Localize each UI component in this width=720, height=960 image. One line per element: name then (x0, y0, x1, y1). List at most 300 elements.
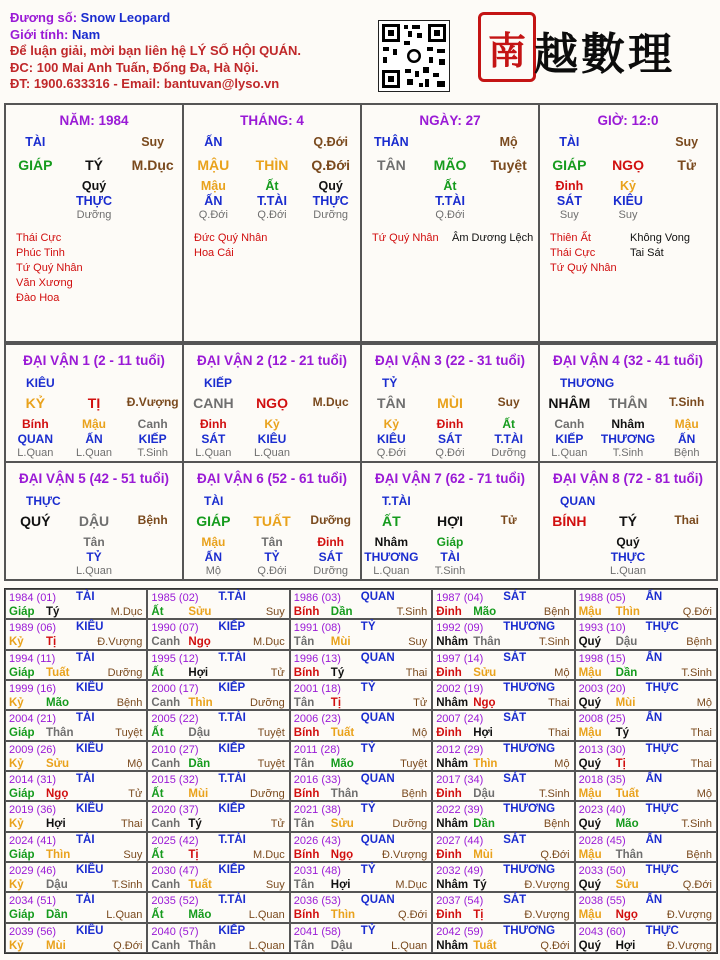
annual-cell (432, 589, 574, 619)
annual-phase: Bệnh (686, 848, 712, 861)
annual-year: 1998 (15) (578, 652, 626, 665)
annual-branch: Ngọ (188, 636, 211, 649)
annual-stem: Mậu (578, 727, 602, 740)
annual-phase: Thai (548, 727, 570, 740)
pillar-value: Suy (141, 135, 165, 149)
dai-van-hidden-row (540, 535, 716, 549)
gender-label: Giới tính: (10, 26, 69, 42)
pillar-value: Mộ (499, 135, 518, 149)
annual-stem: Mậu (578, 788, 602, 800)
annual-god: TÀI (76, 712, 95, 725)
annual-stem: Ất (151, 788, 164, 800)
annual-god: KIÊU (76, 682, 104, 694)
annual-stem: Bính (293, 666, 320, 679)
annual-god: THƯƠNG (503, 682, 556, 694)
pillar-value: GIÁP (552, 157, 587, 173)
header-info (10, 10, 301, 93)
annual-branch: Thân (473, 636, 501, 649)
annual-god: THỰC (645, 682, 679, 694)
annual-branch: Dần (330, 606, 353, 618)
annual-god: QUAN (360, 712, 395, 725)
annual-stem: Giáp (9, 606, 35, 618)
brand-logo (478, 10, 718, 86)
annual-phase: Đ.Vượng (666, 939, 712, 952)
annual-branch: Thìn (188, 697, 213, 709)
annual-branch: Thân (188, 939, 216, 952)
hidden-stem: Ất (502, 417, 516, 431)
annual-year: 2038 (55) (578, 895, 626, 908)
annual-stem: Nhâm (436, 879, 469, 891)
note-item: Thái Cực (16, 232, 62, 244)
pillar-value: Dưỡng (76, 209, 112, 221)
pillar-value (123, 179, 182, 193)
annual-cell (575, 589, 717, 619)
annual-year: 2002 (19) (436, 683, 484, 695)
dai-van-hidden-row (362, 417, 538, 431)
dai-van-stem-branch-row (6, 513, 182, 529)
dai-van-title: ĐẠI VẬN 2 (12 - 21 tuổi) (196, 353, 348, 368)
hidden-phase: T.Sinh (434, 565, 466, 577)
annual-branch: Ngọ (473, 697, 496, 709)
annual-stem: Bính (293, 727, 320, 740)
hidden-god: T.TÀI (494, 432, 524, 446)
pillar-value: Quý (81, 179, 107, 193)
annual-stem: Giáp (9, 788, 35, 800)
annual-stem: Giáp (9, 909, 35, 922)
annual-cell (575, 862, 717, 892)
annual-god: THƯƠNG (503, 803, 556, 816)
annual-stem: Canh (151, 636, 181, 649)
annual-year: 1985 (02) (151, 592, 199, 604)
hidden-god: TỶ (86, 550, 102, 564)
dai-van-branch: HỢI (437, 513, 463, 529)
annual-stem: Giáp (9, 848, 35, 861)
annual-phase: Tuyệt (257, 757, 285, 770)
hidden-god (540, 550, 599, 564)
annual-stem: Nhâm (436, 939, 469, 952)
annual-god: THƯƠNG (503, 924, 556, 937)
annual-phase: Dưỡng (250, 697, 285, 709)
pillar-title: NĂM: 1984 (59, 113, 129, 128)
annual-branch: Dậu (615, 636, 638, 649)
dai-van-god: TỶ (382, 376, 398, 390)
hidden-stem: Bính (22, 417, 49, 431)
annual-year: 2027 (44) (436, 834, 484, 847)
annual-year: 1988 (05) (578, 592, 626, 604)
annual-branch: Hợi (188, 666, 209, 679)
annual-year: 1990 (07) (151, 622, 199, 635)
note-item: Âm Dương Lệch (452, 232, 534, 244)
annual-year: 2028 (45) (578, 834, 626, 847)
dai-van-hidden-god-row (184, 432, 360, 446)
dai-van-hidden-row (540, 417, 716, 431)
annual-god: SÁT (503, 712, 527, 725)
pillar-value: Q.Đới (311, 157, 351, 173)
hidden-god: THƯƠNG (600, 432, 656, 446)
annual-year: 1996 (13) (293, 652, 341, 665)
dai-van-stem: KỶ (25, 395, 46, 411)
pillar-notes-left (16, 231, 83, 306)
annual-god: KIẾP (218, 864, 246, 876)
annual-god: TÀI (76, 651, 95, 664)
annual-year: 2022 (39) (436, 804, 484, 817)
annual-god: ẤN (645, 712, 663, 725)
annual-phase: Đ.Vượng (382, 848, 428, 861)
pillar-value (6, 209, 65, 221)
annual-god: TÀI (76, 833, 95, 846)
hidden-stem: Đinh (317, 535, 345, 549)
annual-year: 2041 (58) (293, 925, 341, 938)
dai-van-stem-branch-row (6, 395, 182, 411)
annual-phase: Q.Đới (113, 939, 143, 952)
pillar-value: GIÁP (18, 157, 53, 173)
pillar-value (123, 209, 182, 221)
annual-cell (290, 680, 432, 710)
note-item: Đức Quý Nhân (194, 232, 268, 244)
dai-van-hidden-row (184, 535, 360, 549)
pillar-hidden-row (184, 179, 360, 193)
annual-stem: Kỷ (9, 818, 24, 831)
annual-year: 2037 (54) (436, 895, 484, 908)
contact-line-3: ĐT: 1900.633316 - Email: bantuvan@lyso.vn (10, 76, 280, 91)
annual-phase: L.Quan (106, 909, 143, 922)
annual-cell (147, 741, 289, 771)
pillar-value: Quý (318, 179, 343, 193)
annual-stem: Kỷ (9, 757, 24, 770)
annual-cell (5, 650, 147, 680)
annual-god: TỶ (360, 924, 376, 937)
annual-cell (5, 741, 147, 771)
annual-god: ẤN (645, 591, 663, 603)
annual-stem: Đinh (436, 909, 462, 922)
annual-year: 2034 (51) (9, 895, 57, 908)
annual-phase: Q.Đới (540, 939, 570, 952)
pillar-value: Dưỡng (313, 209, 349, 221)
annual-year: 1989 (06) (9, 622, 57, 635)
annual-god: THƯƠNG (503, 864, 556, 876)
annual-stem: Canh (151, 939, 181, 952)
dai-van-god: KIẾP (204, 376, 233, 390)
pillar-notes-right (630, 231, 690, 261)
annual-year: 2035 (52) (151, 895, 199, 908)
gender-value: Nam (71, 26, 101, 42)
hidden-stem: Kỷ (264, 417, 280, 431)
hidden-god: KIÊU (257, 432, 287, 446)
pillar-value: TÀI (25, 135, 46, 149)
annual-phase: T.Sinh (681, 666, 712, 679)
annual-stem: Nhâm (436, 636, 469, 649)
pillar-value: THỰC (75, 194, 113, 208)
annual-branch: Hợi (46, 818, 66, 831)
annual-branch: Dậu (46, 879, 68, 891)
annual-cell (432, 923, 574, 953)
pillar-value (123, 194, 182, 208)
annual-phase: Dưỡng (107, 666, 143, 679)
dai-van-hidden-row (362, 535, 538, 549)
annual-branch: Sửu (615, 879, 639, 891)
annual-phase: L.Quan (248, 939, 285, 952)
annual-year: 1984 (01) (9, 592, 57, 604)
hidden-phase: Dưỡng (313, 565, 349, 577)
annual-phase: Tuyệt (400, 757, 428, 770)
annual-god: THƯƠNG (503, 742, 556, 755)
annual-stem: Tân (293, 939, 315, 952)
dai-van-cell (183, 462, 361, 580)
dai-van-hidden-god-row (6, 432, 182, 446)
pillar-god-row (362, 135, 538, 149)
pillar-value (243, 135, 302, 149)
dai-van-stem: NHÂM (548, 395, 591, 411)
pillar-stem-branch-row (540, 157, 716, 173)
pillar-value: MẬU (197, 157, 230, 173)
dai-van-hidden-row (184, 417, 360, 431)
note-item: Không Vong (630, 232, 690, 244)
hidden-god: THƯƠNG (364, 550, 419, 564)
dai-van-hidden-god-row (540, 550, 716, 564)
annual-god: TÀI (76, 894, 95, 907)
red-seal-stamp: 南 (478, 12, 536, 82)
annual-phase: T.Sinh (681, 818, 712, 831)
hidden-phase: Q.Đới (376, 447, 406, 459)
dai-van-title: ĐẠI VẬN 7 (62 - 71 tuổi) (374, 471, 526, 486)
note-item: Phúc Tinh (16, 247, 65, 259)
dai-van-phase: Tử (500, 513, 517, 527)
annual-god: KIÊU (76, 742, 104, 755)
annual-god: ẤN (645, 894, 663, 907)
annual-phase: M.Dục (253, 848, 285, 861)
annual-year: 2036 (53) (293, 895, 341, 908)
pillar-stem-branch-row (362, 157, 538, 173)
dai-van-phase: Bệnh (137, 513, 168, 527)
annual-phase: Tử (413, 697, 428, 709)
annual-stem: Tân (293, 818, 315, 831)
annual-stem: Canh (151, 879, 181, 891)
annual-branch: Hợi (330, 879, 351, 891)
dai-van-branch: MÙI (437, 395, 463, 411)
annual-branch: Tý (473, 879, 487, 891)
annual-branch: Tị (615, 757, 626, 770)
annual-phase: Tử (270, 666, 285, 679)
annual-year: 2010 (27) (151, 743, 199, 756)
pillar-value: T.TÀI (435, 194, 465, 208)
annual-year: 1999 (16) (9, 683, 57, 695)
note-item: Thái Cực (550, 247, 596, 259)
annual-phase: Mộ (696, 788, 712, 800)
annual-year: 2021 (38) (293, 804, 341, 817)
dai-van-hidden-phase-row (184, 565, 360, 577)
dai-van-stem: ẤT (382, 513, 401, 529)
dai-van-stem-branch-row (184, 395, 360, 411)
annual-cell (147, 650, 289, 680)
annual-god: KIÊU (76, 803, 104, 816)
annual-god: T.TÀI (218, 833, 246, 846)
annual-god: THƯƠNG (503, 621, 556, 634)
hidden-phase: L.Quan (75, 565, 113, 577)
pillar-value: MÃO (433, 157, 467, 173)
annual-year: 2013 (30) (578, 743, 626, 756)
pillar-value: THÂN (373, 135, 409, 149)
annual-branch: Tý (46, 606, 60, 618)
annual-branch: Dần (615, 666, 638, 679)
annual-phase: M.Dục (253, 636, 285, 649)
hidden-phase (301, 447, 360, 459)
annual-cell (432, 741, 574, 771)
annual-god: SÁT (503, 591, 527, 603)
annual-cell (432, 650, 574, 680)
annual-year: 2032 (49) (436, 865, 484, 877)
hidden-stem: Canh (137, 417, 168, 431)
pillar-value: THÌN (255, 157, 289, 173)
dai-van-grid (4, 343, 718, 581)
annual-cell (147, 771, 289, 801)
annual-branch: Dần (188, 757, 211, 770)
annual-god: TÀI (76, 773, 95, 785)
annual-branch: Tý (188, 818, 202, 831)
annual-phase: L.Quan (391, 939, 428, 952)
pillar-notes-left (550, 231, 617, 276)
annual-cell (5, 680, 147, 710)
annual-god: QUAN (360, 773, 395, 785)
pillar-value: ẤN (204, 135, 223, 149)
pillar-cell (539, 104, 717, 342)
dai-van-title: ĐẠI VẬN 8 (72 - 81 tuổi) (552, 471, 704, 486)
hidden-god: ẤN (85, 432, 103, 446)
annual-cell (147, 619, 289, 649)
annual-year: 2030 (47) (151, 865, 199, 877)
annual-year: 2040 (57) (151, 925, 199, 938)
hidden-phase (540, 565, 599, 577)
pillar-value (599, 135, 658, 149)
hidden-phase: L.Quan (75, 447, 113, 459)
pillar-title: THÁNG: 4 (240, 113, 304, 128)
pillar-value: Tử (677, 157, 697, 173)
hidden-stem: Quý (616, 535, 640, 549)
dai-van-hidden-god-row (540, 432, 716, 446)
annual-god: SÁT (503, 894, 527, 907)
annual-year: 2026 (43) (293, 834, 341, 847)
pillar-notes-right (452, 231, 533, 246)
annual-year: 2018 (35) (578, 774, 626, 786)
pillar-value: Kỷ (620, 179, 636, 193)
pillar-value (362, 209, 421, 221)
annual-year: 2019 (36) (9, 804, 57, 817)
pillar-value: KIÊU (613, 194, 643, 208)
annual-year: 2008 (25) (578, 713, 626, 726)
pillar-value: Q.Đới (198, 209, 228, 221)
annual-year: 1987 (04) (436, 592, 484, 604)
dai-van-stem: TÂN (376, 395, 406, 411)
annual-cell (432, 619, 574, 649)
annual-stem: Quý (578, 879, 601, 891)
hidden-god: TỶ (264, 550, 280, 564)
hidden-stem: Tân (83, 535, 105, 549)
hidden-god (123, 550, 182, 564)
annual-stem: Nhâm (436, 697, 469, 709)
hidden-stem: Đinh (200, 417, 227, 431)
name-value: Snow Leopard (80, 10, 171, 25)
annual-cell (575, 680, 717, 710)
dai-van-hidden-god-row (6, 550, 182, 564)
annual-year: 2033 (50) (578, 865, 626, 877)
hidden-phase (479, 565, 538, 577)
annual-branch: Sửu (46, 757, 70, 770)
hidden-god: SÁT (438, 432, 462, 446)
annual-phase: T.Sinh (539, 788, 570, 800)
hidden-phase: Q.Đới (435, 447, 465, 459)
annual-year: 1991 (08) (293, 622, 341, 635)
annual-phase: Dưỡng (392, 818, 428, 831)
annual-branch: Thìn (330, 909, 356, 922)
annual-phase: Đ.Vượng (666, 909, 712, 922)
annual-branch: Mão (330, 757, 354, 770)
annual-god: QUAN (360, 651, 395, 664)
dai-van-title: ĐẠI VẬN 3 (22 - 31 tuổi) (374, 353, 526, 368)
hidden-phase (123, 565, 182, 577)
pillar-value (657, 209, 716, 221)
annual-phase: Tử (270, 818, 285, 831)
annual-phase: Q.Đới (682, 606, 712, 618)
dai-van-stem-branch-row (362, 513, 538, 529)
annual-cell (147, 801, 289, 831)
hidden-phase: T.Sinh (612, 447, 644, 459)
annual-year: 2031 (48) (293, 865, 341, 877)
annual-year: 2001 (18) (293, 683, 341, 695)
note-item: Đào Hoa (16, 292, 60, 304)
annual-branch: Dậu (473, 788, 495, 800)
pillar-value (479, 179, 538, 193)
annual-branch: Ngọ (615, 909, 638, 922)
annual-year: 2003 (20) (578, 683, 626, 695)
pillar-phase-row (6, 209, 182, 221)
hidden-phase: T.Sinh (137, 447, 168, 459)
dai-van-hidden-phase-row (362, 565, 538, 577)
annual-stem: Mậu (578, 666, 602, 679)
pillar-value: Ất (443, 179, 457, 193)
annual-stem: Mậu (578, 909, 602, 922)
dai-van-god: QUAN (560, 494, 596, 508)
annual-year: 2007 (24) (436, 713, 484, 726)
dai-van-cell (539, 462, 717, 580)
annual-stem: Canh (151, 697, 181, 709)
hidden-phase: Dưỡng (491, 447, 527, 459)
annual-stem: Kỷ (9, 939, 24, 952)
hidden-god: KIẾP (138, 432, 167, 446)
hidden-phase (6, 565, 65, 577)
annual-god: THỰC (645, 742, 679, 755)
hidden-stem: Nhâm (374, 535, 408, 549)
annual-god: TÀI (76, 591, 95, 603)
pillar-cell (361, 104, 539, 342)
contact-line-2: ĐC: 100 Mai Anh Tuấn, Đống Đa, Hà Nội. (10, 59, 259, 75)
qr-code-icon (378, 20, 450, 92)
annual-stem: Ất (151, 727, 164, 740)
dai-van-hidden-row (6, 417, 182, 431)
pillars-grid (4, 103, 718, 343)
annual-cell (290, 589, 432, 619)
annual-phase: Tử (128, 788, 143, 800)
annual-branch: Mùi (615, 697, 636, 709)
annual-cell (575, 741, 717, 771)
annual-cell (147, 832, 289, 862)
annual-cell (290, 923, 432, 953)
annual-god: ẤN (645, 833, 663, 846)
note-item: Tứ Quý Nhân (16, 262, 83, 274)
pillar-god-row (184, 135, 360, 149)
annual-cell (5, 892, 147, 922)
annual-god: KIẾP (218, 742, 246, 755)
dai-van-branch: TỊ (87, 395, 101, 411)
pillar-value: Suy (675, 135, 699, 149)
